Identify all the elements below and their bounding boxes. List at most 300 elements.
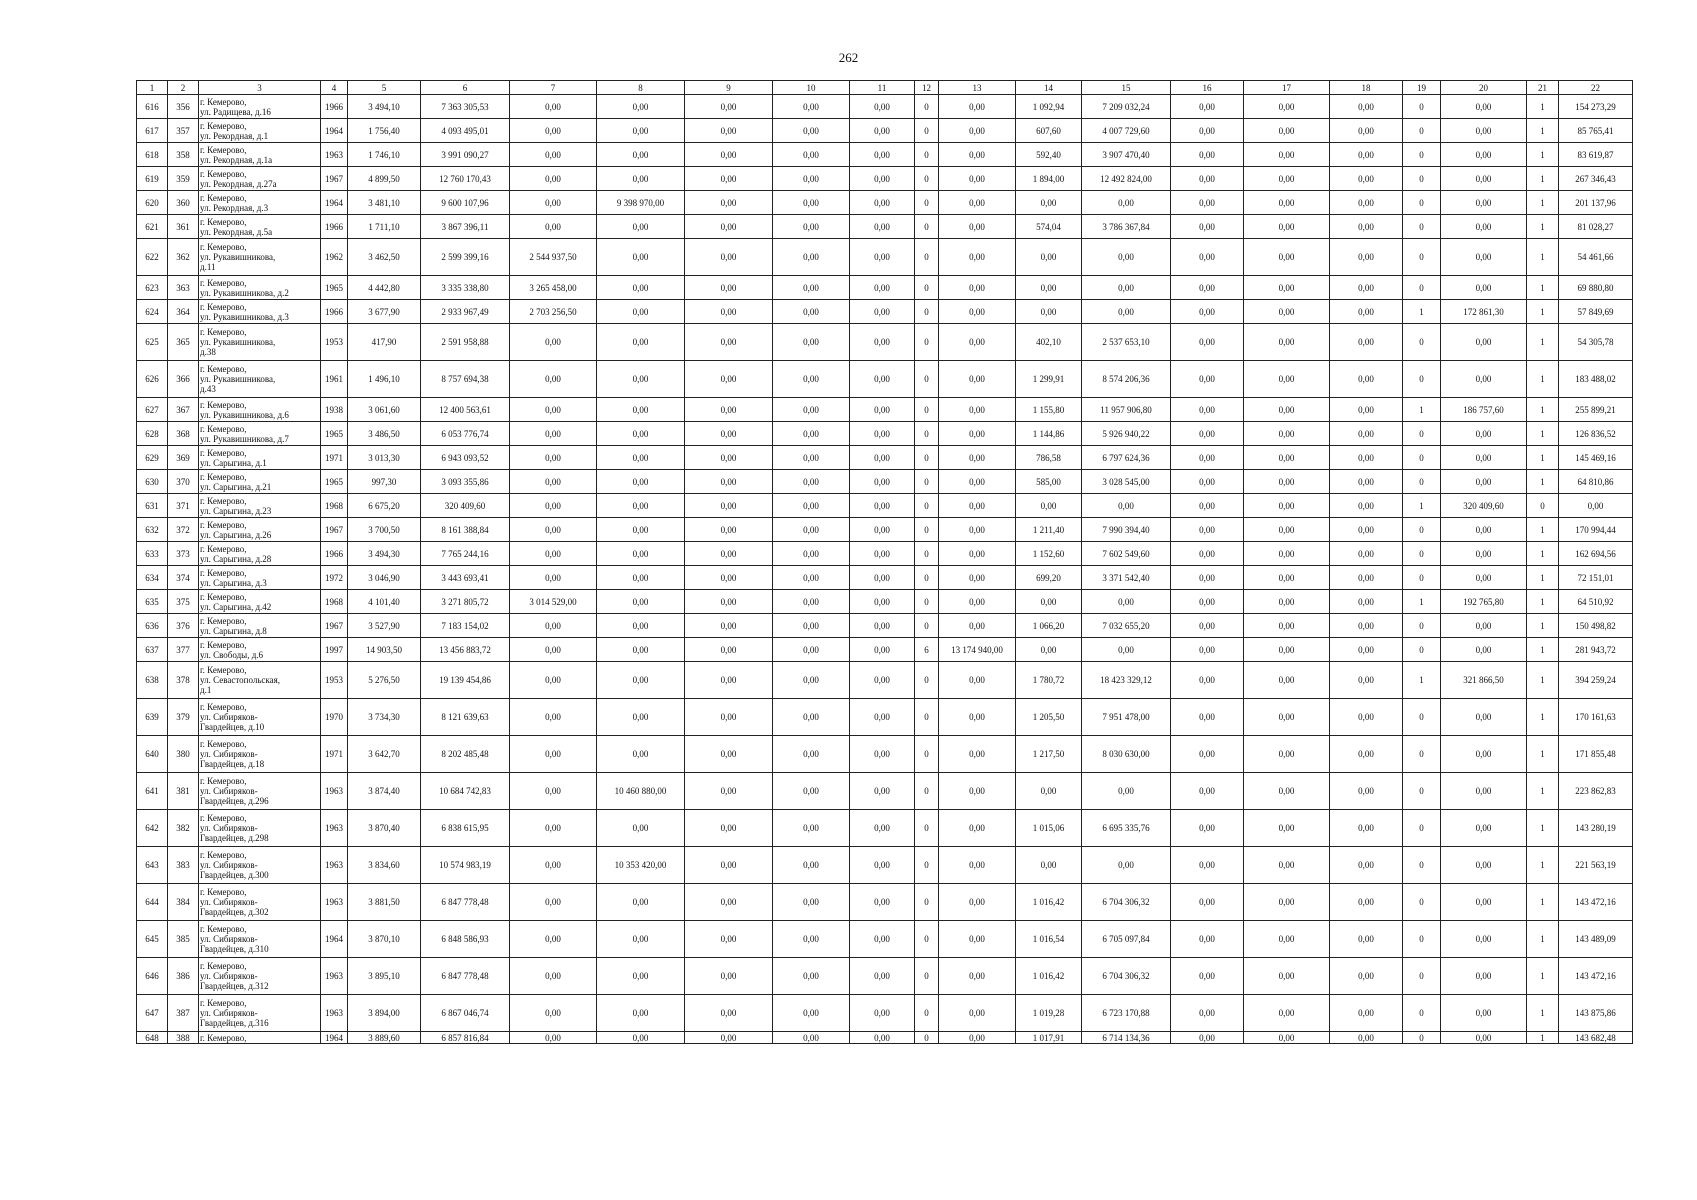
table-cell: 1 [1527, 736, 1559, 773]
table-cell: 14 903,50 [348, 638, 421, 662]
table-cell: 0,00 [939, 276, 1016, 300]
table-cell: 255 899,21 [1559, 398, 1633, 422]
table-cell: 0,00 [1244, 518, 1330, 542]
table-cell: 0,00 [939, 398, 1016, 422]
table-cell: 0,00 [685, 638, 773, 662]
table-cell: 385 [168, 921, 199, 958]
table-cell: 637 [137, 638, 168, 662]
data-table [136, 80, 1633, 1044]
table-cell: 0,00 [685, 958, 773, 995]
table-cell: 1 155,80 [1016, 398, 1082, 422]
table-cell: 0,00 [1441, 167, 1527, 191]
table-cell: 223 862,83 [1559, 773, 1633, 810]
table-cell: 0,00 [1330, 810, 1403, 847]
table-cell: 0,00 [1171, 638, 1244, 662]
table-cell: 0 [1527, 494, 1559, 518]
table-cell: 623 [137, 276, 168, 300]
table-cell: 0,00 [1171, 191, 1244, 215]
table-cell: 0,00 [597, 518, 685, 542]
table-cell: 267 346,43 [1559, 167, 1633, 191]
table-cell: 0,00 [773, 143, 850, 167]
table-cell: 172 861,30 [1441, 300, 1527, 324]
table-cell: 626 [137, 361, 168, 398]
table-cell: 362 [168, 239, 199, 276]
table-cell: 371 [168, 494, 199, 518]
table-cell: 0,00 [1171, 590, 1244, 614]
table-cell: 0,00 [597, 143, 685, 167]
table-cell: 0,00 [850, 300, 915, 324]
table-cell: 0 [1403, 995, 1441, 1032]
table-cell: 1 [1527, 590, 1559, 614]
table-cell: 0,00 [1330, 191, 1403, 215]
table-cell: 0,00 [1330, 494, 1403, 518]
table-cell: 0,00 [850, 662, 915, 699]
table-cell: 1 016,42 [1016, 958, 1082, 995]
table-cell: 624 [137, 300, 168, 324]
table-cell: 0,00 [1330, 921, 1403, 958]
table-cell: 183 488,02 [1559, 361, 1633, 398]
address-cell: г. Кемерово, ул. Сибиряков- Гвардейцев, д.18 [199, 736, 321, 773]
table-cell: 10 460 880,00 [597, 773, 685, 810]
table-cell: 0,00 [1171, 566, 1244, 590]
table-cell: 320 409,60 [421, 494, 510, 518]
table-cell: 6 857 816,84 [421, 1032, 510, 1044]
table-cell: 0,00 [1441, 884, 1527, 921]
table-cell: 0,00 [510, 494, 597, 518]
table-cell: 634 [137, 566, 168, 590]
table-cell: 4 899,50 [348, 167, 421, 191]
table-cell: 1 217,50 [1016, 736, 1082, 773]
table-cell: 6 943 093,52 [421, 446, 510, 470]
address-cell: г. Кемерово, ул. Рукавишникова, д.3 [199, 300, 321, 324]
table-cell: 0,00 [597, 95, 685, 119]
table-cell: 0,00 [1441, 518, 1527, 542]
table-cell: 0,00 [685, 239, 773, 276]
table-cell: 4 442,80 [348, 276, 421, 300]
table-cell: 0 [1403, 422, 1441, 446]
table-cell: 381 [168, 773, 199, 810]
table-cell: 6 797 624,36 [1082, 446, 1171, 470]
table-cell: 0,00 [685, 614, 773, 638]
table-cell: 0,00 [1441, 736, 1527, 773]
table-cell: 0,00 [850, 590, 915, 614]
table-cell: 0 [1403, 638, 1441, 662]
table-cell: 8 161 388,84 [421, 518, 510, 542]
table-cell: 0,00 [773, 773, 850, 810]
table-cell: 1 [1527, 422, 1559, 446]
table-cell: 3 786 367,84 [1082, 215, 1171, 239]
table-cell: 0,00 [1082, 494, 1171, 518]
table-cell: 1 205,50 [1016, 699, 1082, 736]
table-row [137, 324, 1633, 361]
table-row [137, 215, 1633, 239]
table-cell: 143 682,48 [1559, 1032, 1633, 1044]
column-header: 17 [1244, 81, 1330, 95]
table-cell: 6 053 776,74 [421, 422, 510, 446]
table-cell: 0 [1403, 847, 1441, 884]
table-cell: 0,00 [939, 921, 1016, 958]
table-cell: 1 [1527, 518, 1559, 542]
table-cell: 11 957 906,80 [1082, 398, 1171, 422]
table-cell: 0,00 [510, 422, 597, 446]
table-cell: 642 [137, 810, 168, 847]
table-cell: 0,00 [1171, 300, 1244, 324]
table-cell: 0,00 [939, 239, 1016, 276]
table-cell: 0,00 [510, 995, 597, 1032]
table-cell: 143 280,19 [1559, 810, 1633, 847]
table-cell: 0,00 [1244, 810, 1330, 847]
table-cell: 0,00 [1330, 95, 1403, 119]
table-cell: 6 695 335,76 [1082, 810, 1171, 847]
address-cell: г. Кемерово, ул. Севастопольская, д.1 [199, 662, 321, 699]
table-cell: 221 563,19 [1559, 847, 1633, 884]
table-cell: 0,00 [773, 614, 850, 638]
table-cell: 0,00 [597, 422, 685, 446]
table-cell: 1966 [321, 300, 348, 324]
table-cell: 0,00 [1171, 921, 1244, 958]
table-cell: 646 [137, 958, 168, 995]
table-cell: 0,00 [1441, 958, 1527, 995]
table-cell: 0 [1403, 95, 1441, 119]
table-cell: 0,00 [1441, 470, 1527, 494]
table-cell: 0,00 [773, 324, 850, 361]
table-cell: 1963 [321, 847, 348, 884]
table-cell: 0,00 [685, 921, 773, 958]
table-cell: 1 [1527, 167, 1559, 191]
table-cell: 0,00 [773, 119, 850, 143]
table-cell: 1968 [321, 494, 348, 518]
table-cell: 378 [168, 662, 199, 699]
table-cell: 0,00 [597, 215, 685, 239]
table-row [137, 361, 1633, 398]
table-cell: 3 527,90 [348, 614, 421, 638]
table-cell: 0,00 [1171, 95, 1244, 119]
table-cell: 1 [1403, 494, 1441, 518]
table-cell: 10 574 983,19 [421, 847, 510, 884]
table-cell: 0,00 [685, 542, 773, 566]
table-cell: 0,00 [850, 361, 915, 398]
table-cell: 632 [137, 518, 168, 542]
table-cell: 3 494,30 [348, 542, 421, 566]
table-cell: 1 019,28 [1016, 995, 1082, 1032]
table-cell: 0 [915, 662, 939, 699]
table-cell: 1961 [321, 361, 348, 398]
table-cell: 0,00 [1171, 542, 1244, 566]
table-cell: 0 [915, 470, 939, 494]
table-cell: 0,00 [1330, 361, 1403, 398]
table-cell: 0,00 [1171, 398, 1244, 422]
table-cell: 374 [168, 566, 199, 590]
table-cell: 1964 [321, 119, 348, 143]
table-row [137, 422, 1633, 446]
table-cell: 0 [1403, 518, 1441, 542]
table-cell: 0,00 [1244, 143, 1330, 167]
column-header: 16 [1171, 81, 1244, 95]
table-cell: 0,00 [1082, 276, 1171, 300]
table-row [137, 239, 1633, 276]
table-cell: 0,00 [1082, 300, 1171, 324]
table-cell: 1 [1527, 921, 1559, 958]
table-cell: 1 [1527, 810, 1559, 847]
column-header: 4 [321, 81, 348, 95]
table-row [137, 736, 1633, 773]
table-cell: 0,00 [1244, 566, 1330, 590]
table-cell: 376 [168, 614, 199, 638]
table-cell: 4 007 729,60 [1082, 119, 1171, 143]
table-cell: 0,00 [939, 614, 1016, 638]
table-cell: 639 [137, 699, 168, 736]
table-cell: 360 [168, 191, 199, 215]
table-cell: 1967 [321, 518, 348, 542]
table-cell: 0,00 [1171, 995, 1244, 1032]
table-cell: 1966 [321, 95, 348, 119]
table-cell: 0 [1403, 566, 1441, 590]
table-cell: 388 [168, 1032, 199, 1044]
table-row [137, 518, 1633, 542]
table-cell: 0 [1403, 773, 1441, 810]
table-cell: 4 101,40 [348, 590, 421, 614]
table-cell: 0,00 [850, 494, 915, 518]
table-cell: 1 299,91 [1016, 361, 1082, 398]
table-cell: 0,00 [510, 921, 597, 958]
table-cell: 0,00 [510, 614, 597, 638]
table-cell: 356 [168, 95, 199, 119]
table-cell: 0,00 [685, 398, 773, 422]
table-cell: 3 870,40 [348, 810, 421, 847]
table-cell: 1 496,10 [348, 361, 421, 398]
table-cell: 0,00 [773, 638, 850, 662]
table-cell: 0,00 [1330, 542, 1403, 566]
table-cell: 3 894,00 [348, 995, 421, 1032]
table-cell: 628 [137, 422, 168, 446]
table-cell: 0,00 [685, 518, 773, 542]
table-cell: 0,00 [1171, 324, 1244, 361]
table-cell: 0,00 [939, 300, 1016, 324]
table-cell: 0,00 [939, 566, 1016, 590]
table-cell: 0,00 [685, 300, 773, 324]
table-cell: 0,00 [939, 422, 1016, 446]
table-cell: 7 951 478,00 [1082, 699, 1171, 736]
table-cell: 0,00 [1330, 1032, 1403, 1044]
table-cell: 0,00 [1244, 361, 1330, 398]
table-cell: 0,00 [850, 810, 915, 847]
address-cell: г. Кемерово, ул. Сибиряков- Гвардейцев, д.302 [199, 884, 321, 921]
table-cell: 0,00 [1330, 518, 1403, 542]
table-cell: 0 [1403, 810, 1441, 847]
table-cell: 0,00 [597, 810, 685, 847]
table-cell: 0,00 [1330, 446, 1403, 470]
table-cell: 9 398 970,00 [597, 191, 685, 215]
table-cell: 0,00 [510, 847, 597, 884]
table-cell: 143 489,09 [1559, 921, 1633, 958]
table-cell: 0,00 [1171, 736, 1244, 773]
table-cell: 3 061,60 [348, 398, 421, 422]
table-cell: 0,00 [850, 446, 915, 470]
table-cell: 0 [915, 276, 939, 300]
table-cell: 0,00 [939, 847, 1016, 884]
address-cell: г. Кемерово, [199, 1032, 321, 1044]
table-cell: 5 926 940,22 [1082, 422, 1171, 446]
table-cell: 0 [915, 699, 939, 736]
table-cell: 647 [137, 995, 168, 1032]
table-cell: 0,00 [1244, 699, 1330, 736]
table-cell: 3 907 470,40 [1082, 143, 1171, 167]
table-cell: 143 472,16 [1559, 884, 1633, 921]
table-cell: 0,00 [1244, 921, 1330, 958]
table-cell: 0,00 [1330, 324, 1403, 361]
table-cell: 10 684 742,83 [421, 773, 510, 810]
table-cell: 0,00 [1244, 494, 1330, 518]
table-cell: 6 705 097,84 [1082, 921, 1171, 958]
table-cell: 0,00 [850, 614, 915, 638]
table-cell: 0,00 [850, 921, 915, 958]
table-cell: 0,00 [1330, 736, 1403, 773]
table-cell: 0,00 [597, 590, 685, 614]
table-cell: 0,00 [1441, 566, 1527, 590]
table-cell: 0,00 [939, 590, 1016, 614]
table-cell: 8 030 630,00 [1082, 736, 1171, 773]
address-cell: г. Кемерово, ул. Рекордная, д.5а [199, 215, 321, 239]
table-cell: 0,00 [510, 215, 597, 239]
table-cell: 0,00 [1330, 422, 1403, 446]
table-cell: 0,00 [939, 494, 1016, 518]
table-cell: 630 [137, 470, 168, 494]
table-cell: 3 867 396,11 [421, 215, 510, 239]
table-cell: 0,00 [510, 470, 597, 494]
table-cell: 0 [915, 590, 939, 614]
table-cell: 143 875,86 [1559, 995, 1633, 1032]
table-cell: 0,00 [850, 470, 915, 494]
table-cell: 0,00 [773, 422, 850, 446]
table-cell: 154 273,29 [1559, 95, 1633, 119]
table-cell: 0,00 [1171, 470, 1244, 494]
table-cell: 0,00 [773, 494, 850, 518]
table-cell: 0,00 [1171, 614, 1244, 638]
table-cell: 1 [1527, 276, 1559, 300]
address-cell: г. Кемерово, ул. Сарыгина, д.8 [199, 614, 321, 638]
table-cell: 1966 [321, 215, 348, 239]
table-cell: 786,58 [1016, 446, 1082, 470]
table-cell: 0,00 [1016, 191, 1082, 215]
table-cell: 1965 [321, 422, 348, 446]
table-cell: 0,00 [850, 143, 915, 167]
table-cell: 0,00 [1330, 773, 1403, 810]
table-cell: 9 600 107,96 [421, 191, 510, 215]
table-cell: 0,00 [1330, 995, 1403, 1032]
table-cell: 0,00 [1244, 119, 1330, 143]
table-cell: 0,00 [1330, 215, 1403, 239]
table-cell: 585,00 [1016, 470, 1082, 494]
table-cell: 3 834,60 [348, 847, 421, 884]
table-cell: 1 [1527, 884, 1559, 921]
table-cell: 0,00 [510, 662, 597, 699]
table-cell: 0,00 [597, 736, 685, 773]
table-cell: 0,00 [939, 191, 1016, 215]
table-cell: 1997 [321, 638, 348, 662]
table-cell: 0,00 [1244, 1032, 1330, 1044]
table-row [137, 921, 1633, 958]
table-cell: 0,00 [685, 361, 773, 398]
table-cell: 0,00 [1016, 300, 1082, 324]
table-cell: 631 [137, 494, 168, 518]
table-cell: 2 703 256,50 [510, 300, 597, 324]
table-cell: 0,00 [1330, 276, 1403, 300]
table-cell: 3 265 458,00 [510, 276, 597, 300]
table-cell: 2 537 653,10 [1082, 324, 1171, 361]
table-cell: 171 855,48 [1559, 736, 1633, 773]
table-cell: 364 [168, 300, 199, 324]
table-cell: 0,00 [1082, 847, 1171, 884]
table-cell: 170 994,44 [1559, 518, 1633, 542]
table-cell: 0,00 [1330, 398, 1403, 422]
table-row [137, 398, 1633, 422]
table-cell: 0,00 [1441, 995, 1527, 1032]
table-cell: 1 [1527, 542, 1559, 566]
table-cell: 0,00 [1171, 143, 1244, 167]
table-cell: 361 [168, 215, 199, 239]
table-cell: 72 151,01 [1559, 566, 1633, 590]
table-cell: 0,00 [773, 518, 850, 542]
table-cell: 0,00 [850, 422, 915, 446]
table-cell: 1971 [321, 446, 348, 470]
table-cell: 0,00 [510, 95, 597, 119]
table-cell: 0,00 [773, 276, 850, 300]
table-cell: 0,00 [1244, 847, 1330, 884]
table-cell: 1970 [321, 699, 348, 736]
table-cell: 0,00 [850, 884, 915, 921]
table-cell: 0 [915, 191, 939, 215]
table-cell: 0,00 [1244, 167, 1330, 191]
column-header: 7 [510, 81, 597, 95]
table-cell: 367 [168, 398, 199, 422]
table-cell: 3 881,50 [348, 884, 421, 921]
table-cell: 0,00 [939, 95, 1016, 119]
table-cell: 0,00 [939, 662, 1016, 699]
table-cell: 369 [168, 446, 199, 470]
table-cell: 627 [137, 398, 168, 422]
table-cell: 0,00 [1082, 773, 1171, 810]
table-cell: 0,00 [1244, 324, 1330, 361]
table-cell: 0,00 [1082, 590, 1171, 614]
table-cell: 0,00 [1171, 884, 1244, 921]
table-cell: 0 [915, 566, 939, 590]
table-cell: 8 757 694,38 [421, 361, 510, 398]
table-cell: 0,00 [1244, 239, 1330, 276]
table-cell: 617 [137, 119, 168, 143]
table-cell: 0,00 [773, 958, 850, 995]
table-cell: 0,00 [510, 143, 597, 167]
table-cell: 0,00 [685, 773, 773, 810]
table-row [137, 300, 1633, 324]
table-row [137, 143, 1633, 167]
table-cell: 0,00 [1441, 542, 1527, 566]
table-cell: 1 066,20 [1016, 614, 1082, 638]
table-cell: 0,00 [1171, 847, 1244, 884]
table-cell: 0 [1403, 958, 1441, 995]
table-cell: 0,00 [1441, 361, 1527, 398]
table-row [137, 590, 1633, 614]
table-cell: 0,00 [685, 191, 773, 215]
table-cell: 0,00 [597, 119, 685, 143]
table-cell: 0,00 [685, 699, 773, 736]
table-cell: 1 [1527, 300, 1559, 324]
table-cell: 0,00 [597, 699, 685, 736]
table-row [137, 542, 1633, 566]
table-cell: 3 889,60 [348, 1032, 421, 1044]
table-cell: 1967 [321, 167, 348, 191]
table-cell: 1972 [321, 566, 348, 590]
address-cell: г. Кемерово, ул. Сарыгина, д.42 [199, 590, 321, 614]
